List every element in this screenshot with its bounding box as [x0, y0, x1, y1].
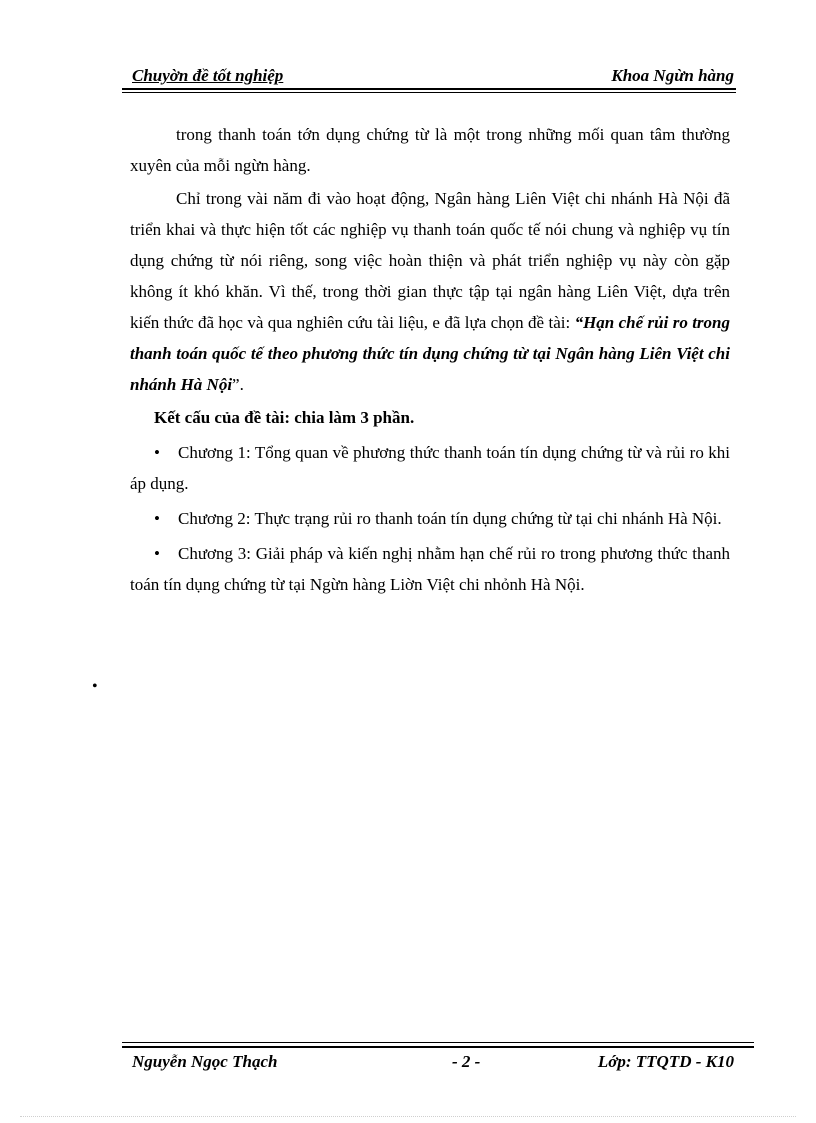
- bullet-icon: •: [154, 509, 160, 528]
- chapter-text-2: Chương 2: Thực trạng rủi ro thanh toán tín dụng chứng từ tại chi nhánh Hà Nội.: [178, 509, 722, 528]
- page-header: [122, 64, 736, 88]
- footer-class: Lớp: TTQTD - K10: [597, 1052, 734, 1071]
- structure-heading: Kết cấu của đề tài: chia làm 3 phần.: [154, 408, 415, 427]
- paragraph-topic-selection: [130, 183, 730, 400]
- chapter-item-1: [130, 437, 730, 499]
- footer-rule-thin: [122, 1042, 754, 1043]
- bullet-icon: •: [154, 544, 160, 563]
- empty-bullet-icon: •: [92, 678, 98, 695]
- header-left-title: Chuyờn đề tốt nghiệp: [132, 66, 284, 85]
- paragraph-intro-continuation: trong thanh toán tớn dụng chứng từ là một trong những mối quan tâm thường xuyên của mỗi ngừn hàng.: [130, 125, 730, 175]
- footer-page-number: - 2 -: [452, 1052, 481, 1071]
- page-footer: [122, 1051, 754, 1075]
- header-rule-thin: [122, 92, 736, 93]
- document-body: [130, 119, 730, 602]
- bullet-icon: •: [154, 443, 160, 462]
- paragraph-topic-text: Chỉ trong vài năm đi vào hoạt động, Ngân hàng Liên Việt chi nhánh Hà Nội đã triển khai và thực hiện tốt các nghiệp vụ thanh toán quốc tế nói chung và nghiệp vụ tín dụng chứng từ nói riêng, song việc hoàn thiện và phát triển nghiệp vụ này còn gặp không ít khó khăn. Vì thế, trong thời gian thực tập tại ngân hàng Liên Việt, dựa trên kiến thức đã học và qua nghiên cứu tài liệu, e đã lựa chọn đề tài:: [130, 189, 730, 332]
- chapter-item-3: [130, 538, 730, 600]
- footer-author: Nguyễn Ngọc Thạch: [132, 1052, 278, 1071]
- thesis-title: “Hạn chế rủi ro trong thanh toán quốc tế theo phương thức tín dụng chứng từ tại Ngân hàng Liên Việt chi nhánh Hà Nội: [130, 313, 730, 394]
- header-rule-thick: [122, 88, 736, 90]
- chapter-item-2: [130, 503, 730, 534]
- thesis-title-close: ”.: [232, 375, 244, 394]
- header-right-title: Khoa Ngừn hàng: [611, 66, 734, 85]
- footer-rule-thick: [122, 1046, 754, 1048]
- page-bottom-border: [20, 1116, 796, 1117]
- chapter-text-1: Chương 1: Tổng quan về phương thức thanh toán tín dụng chứng từ và rủi ro khi áp dụng.: [130, 443, 730, 493]
- chapter-text-3: Chương 3: Giải pháp và kiến nghị nhằm hạn chế rủi ro trong phương thức thanh toán tín dụng chứng từ tại Ngừn hàng Liờn Việt chi nhỏnh Hà Nội.: [130, 544, 730, 594]
